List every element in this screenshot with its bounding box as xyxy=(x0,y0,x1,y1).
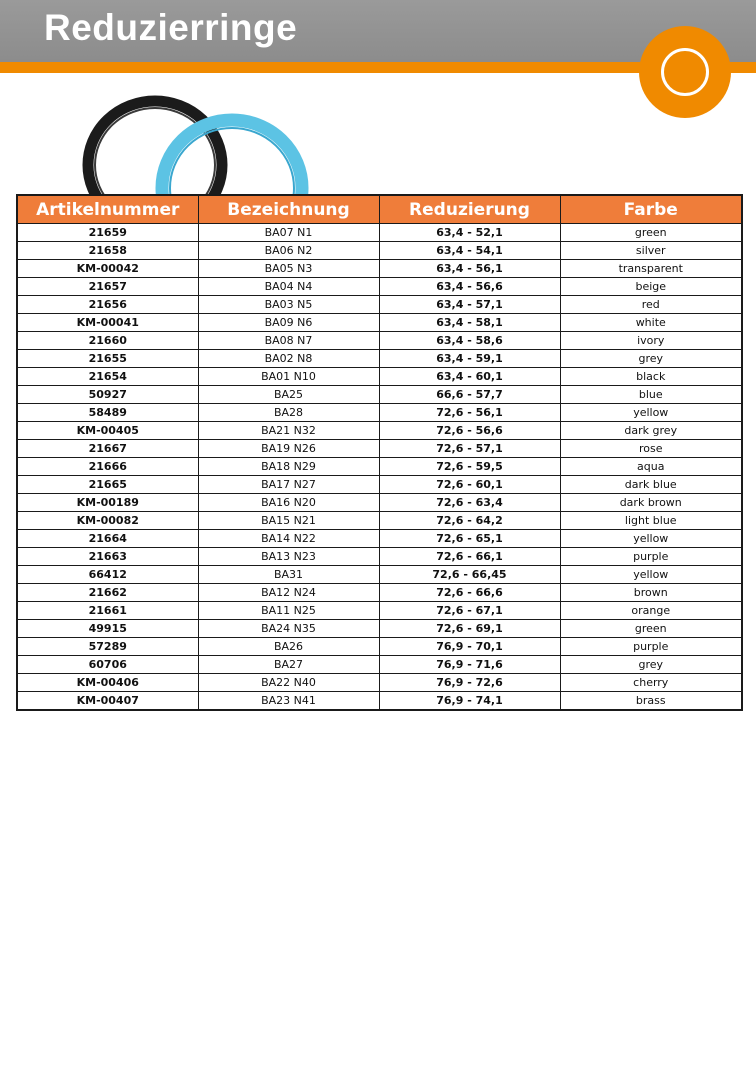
blue-ring-icon xyxy=(162,120,302,195)
table-row xyxy=(17,278,742,296)
cell-farbe: dark brown xyxy=(560,494,742,512)
table-row xyxy=(17,242,742,260)
cell-reduzierung: 63,4 - 54,1 xyxy=(379,242,560,260)
cell-farbe: silver xyxy=(560,242,742,260)
cell-bezeichnung: BA03 N5 xyxy=(198,296,379,314)
cell-artikelnummer: 21663 xyxy=(17,548,198,566)
cell-artikelnummer: 60706 xyxy=(17,656,198,674)
cell-bezeichnung: BA15 N21 xyxy=(198,512,379,530)
cell-artikelnummer: 21664 xyxy=(17,530,198,548)
cell-bezeichnung: BA08 N7 xyxy=(198,332,379,350)
cell-artikelnummer: KM-00189 xyxy=(17,494,198,512)
cell-reduzierung: 72,6 - 65,1 xyxy=(379,530,560,548)
cell-reduzierung: 72,6 - 69,1 xyxy=(379,620,560,638)
cell-bezeichnung: BA05 N3 xyxy=(198,260,379,278)
col-header-reduzierung: Reduzierung xyxy=(379,195,560,224)
cell-bezeichnung: BA09 N6 xyxy=(198,314,379,332)
cell-farbe: grey xyxy=(560,656,742,674)
cell-farbe: dark blue xyxy=(560,476,742,494)
article-table xyxy=(16,194,743,711)
cell-farbe: blue xyxy=(560,386,742,404)
cell-reduzierung: 76,9 - 72,6 xyxy=(379,674,560,692)
cell-farbe: ivory xyxy=(560,332,742,350)
col-header-artikelnummer: Artikelnummer xyxy=(17,195,198,224)
cell-bezeichnung: BA19 N26 xyxy=(198,440,379,458)
cell-reduzierung: 72,6 - 56,1 xyxy=(379,404,560,422)
cell-artikelnummer: 21660 xyxy=(17,332,198,350)
cell-artikelnummer: 58489 xyxy=(17,404,198,422)
cell-artikelnummer: 21666 xyxy=(17,458,198,476)
cell-bezeichnung: BA25 xyxy=(198,386,379,404)
cell-artikelnummer: 21665 xyxy=(17,476,198,494)
cell-artikelnummer: KM-00041 xyxy=(17,314,198,332)
cell-bezeichnung: BA07 N1 xyxy=(198,224,379,242)
cell-artikelnummer: KM-00082 xyxy=(17,512,198,530)
cell-reduzierung: 76,9 - 71,6 xyxy=(379,656,560,674)
ring-outline-icon xyxy=(661,48,709,96)
cell-artikelnummer: 21658 xyxy=(17,242,198,260)
cell-artikelnummer: 21661 xyxy=(17,602,198,620)
cell-bezeichnung: BA27 xyxy=(198,656,379,674)
cell-bezeichnung: BA14 N22 xyxy=(198,530,379,548)
table-row xyxy=(17,296,742,314)
table-row xyxy=(17,368,742,386)
cell-farbe: rose xyxy=(560,440,742,458)
cell-reduzierung: 72,6 - 66,1 xyxy=(379,548,560,566)
cell-reduzierung: 72,6 - 59,5 xyxy=(379,458,560,476)
cell-reduzierung: 63,4 - 56,6 xyxy=(379,278,560,296)
table-row xyxy=(17,584,742,602)
cell-artikelnummer: KM-00407 xyxy=(17,692,198,711)
cell-bezeichnung: BA21 N32 xyxy=(198,422,379,440)
black-ring-icon xyxy=(88,101,222,195)
cell-reduzierung: 76,9 - 74,1 xyxy=(379,692,560,711)
cell-reduzierung: 63,4 - 60,1 xyxy=(379,368,560,386)
cell-artikelnummer: 21659 xyxy=(17,224,198,242)
cell-bezeichnung: BA02 N8 xyxy=(198,350,379,368)
col-header-bezeichnung: Bezeichnung xyxy=(198,195,379,224)
cell-artikelnummer: 57289 xyxy=(17,638,198,656)
table-row xyxy=(17,224,742,242)
cell-bezeichnung: BA11 N25 xyxy=(198,602,379,620)
cell-farbe: purple xyxy=(560,638,742,656)
cell-artikelnummer: 21654 xyxy=(17,368,198,386)
table-row xyxy=(17,494,742,512)
cell-farbe: dark grey xyxy=(560,422,742,440)
cell-artikelnummer: KM-00042 xyxy=(17,260,198,278)
cell-farbe: yellow xyxy=(560,566,742,584)
cell-farbe: yellow xyxy=(560,530,742,548)
table-row xyxy=(17,674,742,692)
cell-farbe: orange xyxy=(560,602,742,620)
cell-reduzierung: 63,4 - 56,1 xyxy=(379,260,560,278)
col-header-farbe: Farbe xyxy=(560,195,742,224)
cell-reduzierung: 72,6 - 60,1 xyxy=(379,476,560,494)
cell-reduzierung: 63,4 - 59,1 xyxy=(379,350,560,368)
table-row xyxy=(17,314,742,332)
page-title: Reduzierringe xyxy=(44,7,298,48)
table-row xyxy=(17,332,742,350)
cell-farbe: green xyxy=(560,224,742,242)
cell-artikelnummer: 49915 xyxy=(17,620,198,638)
table-row xyxy=(17,386,742,404)
cell-bezeichnung: BA12 N24 xyxy=(198,584,379,602)
cell-artikelnummer: 50927 xyxy=(17,386,198,404)
table-row xyxy=(17,350,742,368)
cell-farbe: purple xyxy=(560,548,742,566)
table-row xyxy=(17,548,742,566)
table-row xyxy=(17,530,742,548)
cell-reduzierung: 76,9 - 70,1 xyxy=(379,638,560,656)
cell-artikelnummer: 21657 xyxy=(17,278,198,296)
cell-bezeichnung: BA16 N20 xyxy=(198,494,379,512)
cell-bezeichnung: BA23 N41 xyxy=(198,692,379,711)
table-row xyxy=(17,440,742,458)
cell-farbe: green xyxy=(560,620,742,638)
cell-reduzierung: 72,6 - 63,4 xyxy=(379,494,560,512)
table-row xyxy=(17,692,742,711)
cell-reduzierung: 63,4 - 52,1 xyxy=(379,224,560,242)
table-row xyxy=(17,656,742,674)
cell-bezeichnung: BA22 N40 xyxy=(198,674,379,692)
cell-reduzierung: 72,6 - 66,45 xyxy=(379,566,560,584)
cell-farbe: grey xyxy=(560,350,742,368)
table-header-row xyxy=(17,195,742,224)
cell-bezeichnung: BA31 xyxy=(198,566,379,584)
cell-bezeichnung: BA17 N27 xyxy=(198,476,379,494)
table-row xyxy=(17,638,742,656)
cell-farbe: yellow xyxy=(560,404,742,422)
table-row xyxy=(17,422,742,440)
table-row xyxy=(17,458,742,476)
product-image-rings xyxy=(78,90,318,195)
cell-reduzierung: 66,6 - 57,7 xyxy=(379,386,560,404)
cell-bezeichnung: BA28 xyxy=(198,404,379,422)
cell-bezeichnung: BA18 N29 xyxy=(198,458,379,476)
cell-reduzierung: 72,6 - 67,1 xyxy=(379,602,560,620)
cell-farbe: cherry xyxy=(560,674,742,692)
cell-farbe: black xyxy=(560,368,742,386)
cell-bezeichnung: BA26 xyxy=(198,638,379,656)
cell-artikelnummer: 21667 xyxy=(17,440,198,458)
cell-farbe: aqua xyxy=(560,458,742,476)
cell-bezeichnung: BA06 N2 xyxy=(198,242,379,260)
cell-farbe: beige xyxy=(560,278,742,296)
table-row xyxy=(17,512,742,530)
table-row xyxy=(17,476,742,494)
table-row xyxy=(17,566,742,584)
table-row xyxy=(17,602,742,620)
cell-artikelnummer: 21655 xyxy=(17,350,198,368)
cell-bezeichnung: BA01 N10 xyxy=(198,368,379,386)
cell-farbe: red xyxy=(560,296,742,314)
cell-artikelnummer: KM-00406 xyxy=(17,674,198,692)
table-row xyxy=(17,620,742,638)
cell-farbe: brass xyxy=(560,692,742,711)
cell-farbe: brown xyxy=(560,584,742,602)
cell-bezeichnung: BA24 N35 xyxy=(198,620,379,638)
cell-artikelnummer: 21662 xyxy=(17,584,198,602)
table-row xyxy=(17,260,742,278)
cell-reduzierung: 63,4 - 58,1 xyxy=(379,314,560,332)
cell-reduzierung: 63,4 - 58,6 xyxy=(379,332,560,350)
cell-bezeichnung: BA13 N23 xyxy=(198,548,379,566)
cell-artikelnummer: 66412 xyxy=(17,566,198,584)
cell-reduzierung: 72,6 - 56,6 xyxy=(379,422,560,440)
cell-artikelnummer: 21656 xyxy=(17,296,198,314)
cell-reduzierung: 72,6 - 64,2 xyxy=(379,512,560,530)
cell-reduzierung: 72,6 - 66,6 xyxy=(379,584,560,602)
cell-reduzierung: 63,4 - 57,1 xyxy=(379,296,560,314)
cell-reduzierung: 72,6 - 57,1 xyxy=(379,440,560,458)
table-row xyxy=(17,404,742,422)
cell-farbe: white xyxy=(560,314,742,332)
cell-artikelnummer: KM-00405 xyxy=(17,422,198,440)
cell-farbe: transparent xyxy=(560,260,742,278)
cell-bezeichnung: BA04 N4 xyxy=(198,278,379,296)
cell-farbe: light blue xyxy=(560,512,742,530)
